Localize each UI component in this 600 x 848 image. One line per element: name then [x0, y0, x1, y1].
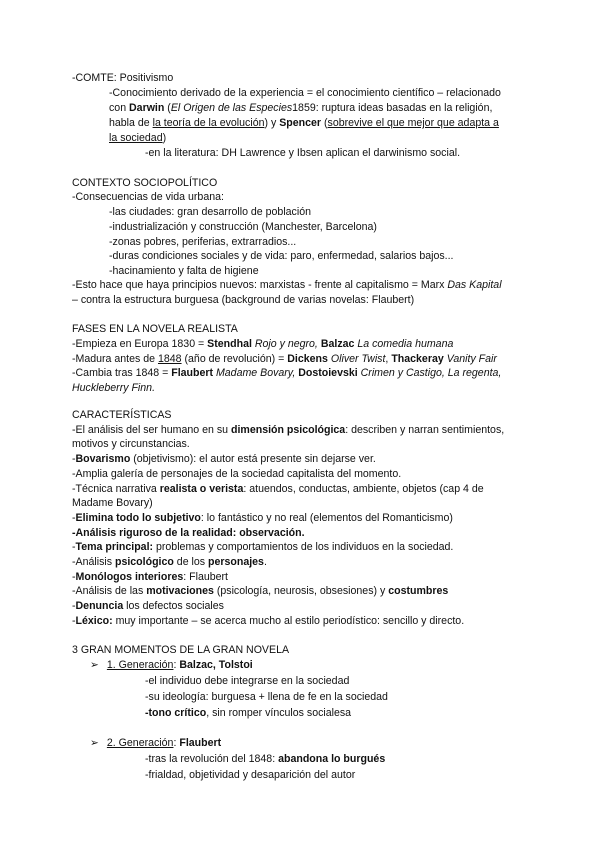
caract-line: Madame Bovary)	[72, 497, 153, 509]
caract-line: motivos y circunstancias.	[72, 438, 190, 450]
caract-line: -Léxico: muy importante – se acerca mucho al estilo periodístico: sencillo y directo.	[72, 615, 465, 627]
caract-line: -Análisis riguroso de la realidad: observación.	[72, 527, 305, 539]
contexto-item: -zonas pobres, periferias, extrarradios...	[109, 236, 297, 248]
fases-line-3: -Cambia tras 1848 = Flaubert Madame Bovary, Dostoievski Crimen y Castigo, La regenta,	[72, 367, 502, 379]
generation-1-item: -el individuo debe integrarse en la sociedad	[145, 675, 350, 687]
contexto-item: -las ciudades: gran desarrollo de población	[109, 206, 311, 218]
generation-2-heading: ➢ 2. Generación: Flaubert	[90, 737, 222, 749]
contexto-heading: CONTEXTO SOCIOPOLÍTICO	[72, 177, 218, 189]
comte-line-1: -Conocimiento derivado de la experiencia = el conocimiento científico – relacionado	[109, 87, 501, 99]
comte-line-5: -en la literatura: DH Lawrence y Ibsen aplican el darwinismo social.	[145, 147, 461, 159]
caract-line: -Elimina todo lo subjetivo: lo fantástico y no real (elementos del Romanticismo)	[72, 512, 453, 524]
arrow-bullet-icon: ➢	[90, 659, 99, 671]
caract-line: -Técnica narrativa realista o verista: atuendos, conductas, ambiente, objetos (cap 4 de	[72, 483, 484, 495]
contexto-burguesa-line: – contra la estructura burguesa (background de varias novelas: Flaubert)	[72, 294, 415, 306]
generation-1-item: -su ideología: burguesa + llena de fe en la sociedad	[145, 691, 388, 703]
caract-line: -Análisis psicológico de los personajes.	[72, 556, 267, 568]
caract-line: -Bovarismo (objetivismo): el autor está presente sin dejarse ver.	[72, 453, 376, 465]
caracteristicas-heading: CARACTERÍSTICAS	[72, 409, 172, 421]
comte-line-2: con Darwin (El Origen de las Especies1859: ruptura ideas basadas en la religión,	[109, 102, 493, 114]
momentos-heading: 3 GRAN MOMENTOS DE LA GRAN NOVELA	[72, 644, 290, 656]
caract-line: -Denuncia los defectos sociales	[72, 600, 224, 612]
contexto-item: -duras condiciones sociales y de vida: paro, enfermedad, salarios bajos...	[109, 250, 454, 262]
contexto-item: -industrialización y construcción (Manchester, Barcelona)	[109, 221, 377, 233]
fases-line-1: -Empieza en Europa 1830 = Stendhal Rojo y negro, Balzac La comedia humana	[72, 338, 454, 350]
comte-line-4: la sociedad)	[109, 132, 167, 144]
generation-2-item: -frialdad, objetividad y desaparición del autor	[145, 769, 356, 781]
generation-1-item: -tono crítico, sin romper vínculos socialesa	[145, 707, 352, 719]
generation-1-heading: ➢ 1. Generación: Balzac, Tolstoi	[90, 659, 253, 671]
generation-2-item: -tras la revolución del 1848: abandona lo burgués	[145, 753, 386, 765]
contexto-item: -hacinamiento y falta de higiene	[109, 265, 259, 277]
comte-heading: -COMTE: Positivismo	[72, 72, 174, 84]
contexto-marx-line: -Esto hace que haya principios nuevos: marxistas - frente al capitalismo = Marx Das Kapital	[72, 279, 502, 291]
fases-line-4: Huckleberry Finn.	[72, 382, 156, 394]
caract-line: -Monólogos interiores: Flaubert	[72, 571, 228, 583]
comte-line-3: habla de la teoría de la evolución) y Spencer (sobrevive el que mejor que adapta a	[109, 117, 499, 129]
caract-line: -El análisis del ser humano en su dimensión psicológica: describen y narran sentimientos,	[72, 424, 505, 436]
caract-line: -Tema principal: problemas y comportamientos de los individuos en la sociedad.	[72, 541, 454, 553]
fases-line-2: -Madura antes de 1848 (año de revolución) = Dickens Oliver Twist, Thackeray Vanity Fair	[72, 353, 497, 365]
arrow-bullet-icon: ➢	[90, 737, 99, 749]
caract-line: -Análisis de las motivaciones (psicología, neurosis, obsesiones) y costumbres	[72, 585, 449, 597]
contexto-line-1: -Consecuencias de vida urbana:	[72, 191, 224, 203]
caract-line: -Amplia galería de personajes de la sociedad capitalista del momento.	[72, 468, 402, 480]
fases-heading: FASES EN LA NOVELA REALISTA	[72, 323, 238, 335]
